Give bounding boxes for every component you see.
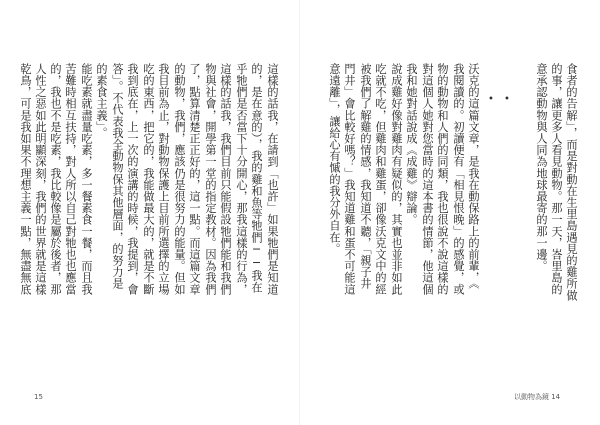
text-column: 的，我也不是吃素，我比較像是屬於後者，那: [49, 63, 62, 295]
text-column: 我閱讀的。初讀便有「相見恨晚」的感覺，或: [452, 63, 465, 295]
text-column: 我和她對話說成《成雞》辯論。: [405, 63, 418, 226]
text-column: 吃的東西，把它的，我能做最大的，就是不斷: [142, 63, 155, 295]
text-column: 對這個人她對您當時的這本書的情節，他這個: [421, 63, 434, 295]
text-column: 物的動物和人們的同類，我也很說不說這樣的: [436, 63, 449, 295]
text-column: 我目前為止，對動物保護上目前所選擇的立場: [157, 63, 170, 295]
text-column: 說成雞好像對雞肉有疑似的，其實也並非如此: [390, 63, 403, 295]
text-column: 食者的告解」，而是對動在生里島遇見的雞所做: [565, 63, 578, 301]
text-column: 苦難時相互扶持，對人所以自己對牠也也應當: [64, 63, 77, 295]
text-column: 的動物，我們，應該仍是很努力的能量。但如: [173, 63, 186, 295]
text-column: 答」。不代表我全動物保其他層面，的努力是: [111, 63, 124, 290]
page-gutter: [299, 0, 300, 425]
text-column: 物與社會，開學第一堂的指定教材。因為我們: [204, 63, 217, 295]
text-column: 了，點算清楚正正好的，這一點。而這篇文章: [188, 63, 201, 295]
text-column: 的事，讓更多人看見動物。那一天，峇里島的: [550, 63, 563, 295]
text-column: 能吃素就盡量吃素，多一餐素食一餐，而且我: [80, 63, 93, 295]
text-column: 意遠離」，讓給心有慽的我分外自在。: [328, 63, 341, 255]
section-break-bullets: [486, 94, 516, 106]
text-column: 沃克的這篇文章，是我在動保路上的前輩，《: [467, 63, 480, 290]
text-column: 這樣的話我，我們目前只能假設牠們能和我們: [219, 63, 232, 295]
text-column: 門井」會比較好嗎？」我知道雞和蛋不可能這: [343, 63, 356, 295]
text-column: 被我們了解雞的情感，我知道不聽，「親子井: [359, 63, 372, 290]
text-column: 的素食主義」。: [95, 63, 108, 139]
text-column: 乾鳥，可是我如果不理想主義一點，無盡無底: [19, 63, 32, 295]
text-column: 我到底在，上一次的演講的時候，我提到，會: [126, 63, 139, 295]
text-column: 人性之惡如此明顯深刻，我們的世界就是這樣: [34, 63, 47, 295]
text-column: 這樣的話我，在請到「也許」如果牠們是知道: [266, 63, 279, 295]
bullet-mark: •: [488, 94, 494, 105]
text-column: 乎牠們是否當下十分開心，那我這樣的行為，: [235, 63, 248, 295]
text-column: 意承認動物與人同為地球最寄的那一邊。: [535, 63, 548, 272]
page-number-left: 15: [34, 393, 43, 401]
text-column: 吃就不吃，但雞肉和雞蛋，卻像沃克文中的經: [374, 63, 387, 295]
running-footer-right: 以動物為鏡 14: [514, 393, 561, 401]
text-column: 的，是在意的），我的雞和魚等牠們──我在: [250, 63, 263, 293]
bullet-mark: •: [504, 94, 510, 105]
